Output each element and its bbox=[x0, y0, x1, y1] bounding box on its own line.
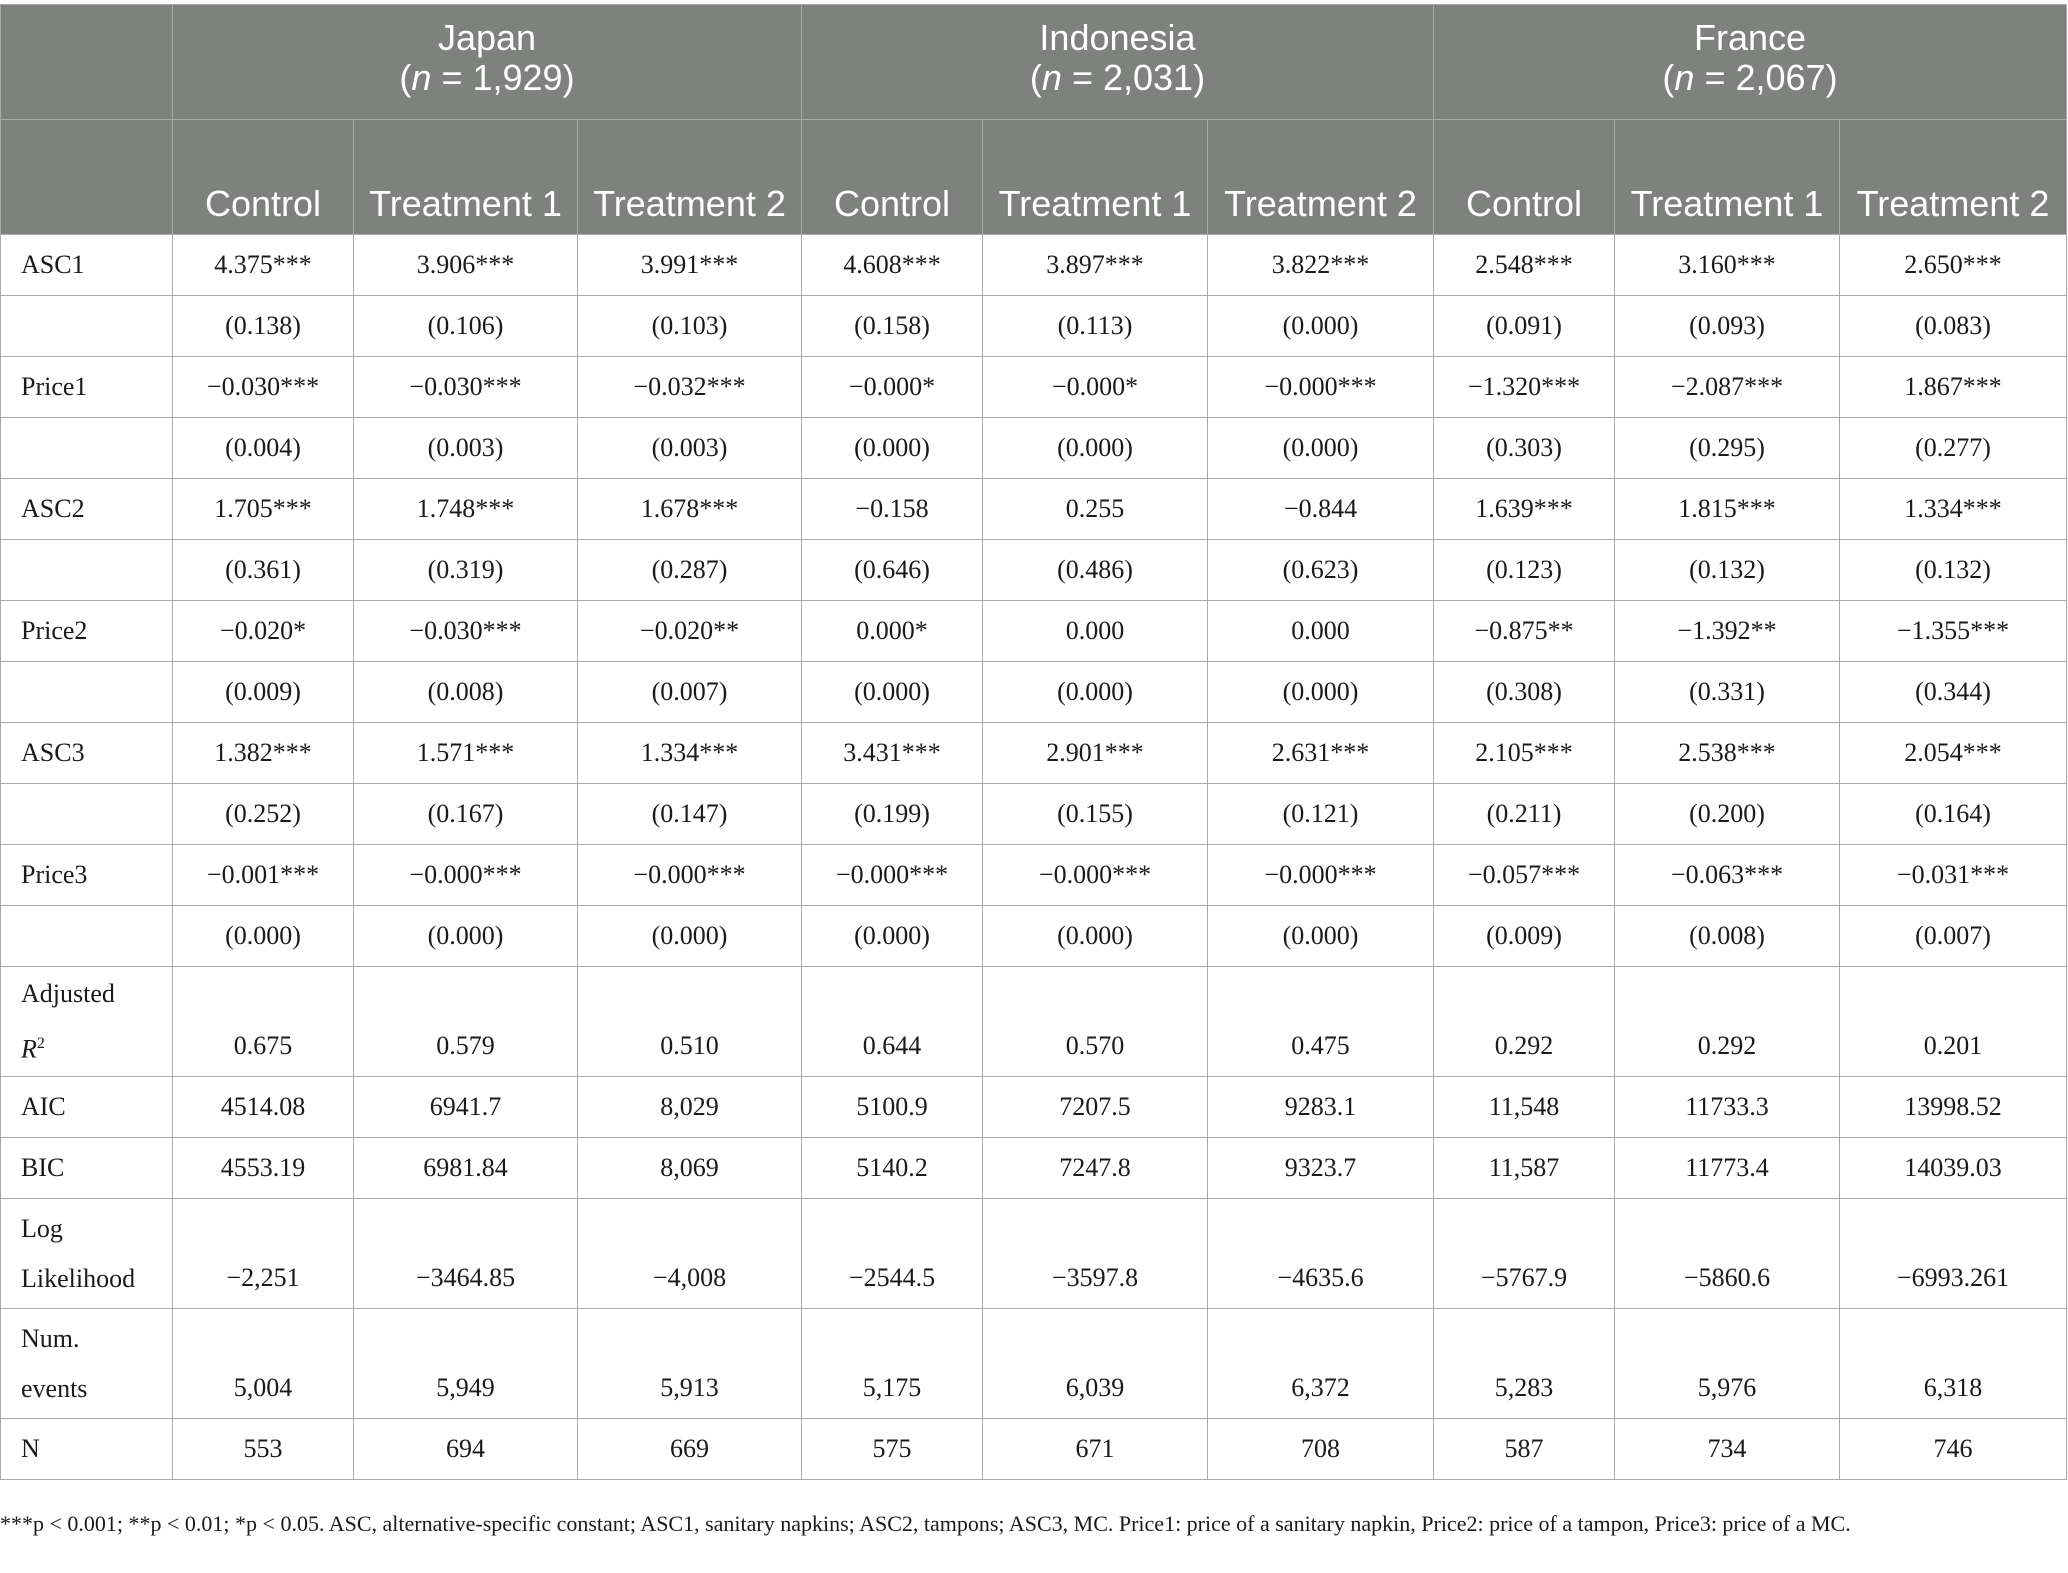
country-header-row bbox=[1, 5, 2067, 120]
row-label: Price2 bbox=[1, 601, 173, 662]
table-cell: 2.901*** bbox=[983, 723, 1208, 784]
table-cell: 6981.84 bbox=[354, 1138, 578, 1199]
table-cell: 5100.9 bbox=[802, 1077, 983, 1138]
table-cell: (0.295) bbox=[1615, 418, 1840, 479]
table-cell: 1.867*** bbox=[1840, 357, 2067, 418]
table-cell: 11733.3 bbox=[1615, 1077, 1840, 1138]
table-cell: 1.639*** bbox=[1434, 479, 1615, 540]
table-cell: (0.106) bbox=[354, 296, 578, 357]
row-label: Num. events bbox=[1, 1309, 173, 1419]
row-label bbox=[1, 662, 173, 723]
table-cell: (0.000) bbox=[578, 906, 802, 967]
table-row-bic bbox=[1, 1138, 2067, 1199]
table-cell: −4635.6 bbox=[1208, 1199, 1434, 1309]
table-cell: 1.748*** bbox=[354, 479, 578, 540]
table-cell: 9323.7 bbox=[1208, 1138, 1434, 1199]
row-label: Price1 bbox=[1, 357, 173, 418]
table-cell: 553 bbox=[173, 1419, 354, 1480]
table-cell: 734 bbox=[1615, 1419, 1840, 1480]
table-cell: 0.579 bbox=[354, 967, 578, 1077]
table-cell: 2.054*** bbox=[1840, 723, 2067, 784]
table-cell: 1.334*** bbox=[578, 723, 802, 784]
table-cell: (0.319) bbox=[354, 540, 578, 601]
table-row bbox=[1, 540, 2067, 601]
table-cell: (0.303) bbox=[1434, 418, 1615, 479]
table-cell: 1.334*** bbox=[1840, 479, 2067, 540]
col-header-treatment-1: Treatment 1 bbox=[1615, 120, 1840, 235]
row-label: Log Likelihood bbox=[1, 1199, 173, 1309]
table-cell: (0.167) bbox=[354, 784, 578, 845]
table-row bbox=[1, 235, 2067, 296]
table-cell: −0.000*** bbox=[1208, 357, 1434, 418]
table-cell: (0.344) bbox=[1840, 662, 2067, 723]
table-cell: (0.008) bbox=[1615, 906, 1840, 967]
table-cell: 4.375*** bbox=[173, 235, 354, 296]
table-row-log-likelihood bbox=[1, 1199, 2067, 1309]
table-cell: 575 bbox=[802, 1419, 983, 1480]
table-cell: (0.000) bbox=[983, 662, 1208, 723]
table-cell: 1.705*** bbox=[173, 479, 354, 540]
col-header-control: Control bbox=[1434, 120, 1615, 235]
table-row bbox=[1, 662, 2067, 723]
table-cell: 0.475 bbox=[1208, 967, 1434, 1077]
table-row bbox=[1, 845, 2067, 906]
table-cell: 2.548*** bbox=[1434, 235, 1615, 296]
table-cell: 13998.52 bbox=[1840, 1077, 2067, 1138]
table-cell: (0.277) bbox=[1840, 418, 2067, 479]
table-cell: 3.822*** bbox=[1208, 235, 1434, 296]
table-cell: −0.844 bbox=[1208, 479, 1434, 540]
table-cell: 0.644 bbox=[802, 967, 983, 1077]
table-cell: (0.000) bbox=[802, 906, 983, 967]
table-cell: 5140.2 bbox=[802, 1138, 983, 1199]
table-cell: 3.906*** bbox=[354, 235, 578, 296]
table-cell: 0.000 bbox=[1208, 601, 1434, 662]
table-cell: −0.000*** bbox=[802, 845, 983, 906]
table-cell: (0.003) bbox=[354, 418, 578, 479]
regression-table bbox=[0, 4, 2067, 1480]
table-cell: (0.009) bbox=[173, 662, 354, 723]
table-cell: (0.113) bbox=[983, 296, 1208, 357]
table-cell: (0.000) bbox=[354, 906, 578, 967]
row-label: AIC bbox=[1, 1077, 173, 1138]
table-cell: −1.355*** bbox=[1840, 601, 2067, 662]
table-cell: (0.138) bbox=[173, 296, 354, 357]
table-cell: 2.631*** bbox=[1208, 723, 1434, 784]
table-cell: −3597.8 bbox=[983, 1199, 1208, 1309]
table-cell: (0.000) bbox=[983, 418, 1208, 479]
col-header-control: Control bbox=[802, 120, 983, 235]
table-cell: −0.000*** bbox=[1208, 845, 1434, 906]
table-cell: (0.164) bbox=[1840, 784, 2067, 845]
table-cell: 587 bbox=[1434, 1419, 1615, 1480]
table-cell: (0.132) bbox=[1840, 540, 2067, 601]
table-cell: (0.158) bbox=[802, 296, 983, 357]
country-header-japan: Japan (n = 1,929) bbox=[173, 5, 802, 120]
table-row bbox=[1, 418, 2067, 479]
table-cell: (0.331) bbox=[1615, 662, 1840, 723]
table-cell: 14039.03 bbox=[1840, 1138, 2067, 1199]
table-cell: 0.675 bbox=[173, 967, 354, 1077]
table-cell: −0.031*** bbox=[1840, 845, 2067, 906]
table-cell: 671 bbox=[983, 1419, 1208, 1480]
table-cell: (0.000) bbox=[802, 662, 983, 723]
table-cell: −5860.6 bbox=[1615, 1199, 1840, 1309]
table-cell: −4,008 bbox=[578, 1199, 802, 1309]
table-cell: 9283.1 bbox=[1208, 1077, 1434, 1138]
table-row bbox=[1, 357, 2067, 418]
table-cell: (0.155) bbox=[983, 784, 1208, 845]
table-row bbox=[1, 906, 2067, 967]
table-row bbox=[1, 601, 2067, 662]
table-cell: (0.147) bbox=[578, 784, 802, 845]
country-header-indonesia: Indonesia (n = 2,031) bbox=[802, 5, 1434, 120]
table-cell: 11,548 bbox=[1434, 1077, 1615, 1138]
table-cell: −0.158 bbox=[802, 479, 983, 540]
table-cell: (0.308) bbox=[1434, 662, 1615, 723]
table-cell: −0.057*** bbox=[1434, 845, 1615, 906]
row-label bbox=[1, 296, 173, 357]
table-cell: 5,976 bbox=[1615, 1309, 1840, 1419]
table-cell: −1.392** bbox=[1615, 601, 1840, 662]
table-cell: (0.009) bbox=[1434, 906, 1615, 967]
col-header-treatment-2: Treatment 2 bbox=[1840, 120, 2067, 235]
table-cell: (0.000) bbox=[1208, 296, 1434, 357]
table-cell: −5767.9 bbox=[1434, 1199, 1615, 1309]
row-label: ASC1 bbox=[1, 235, 173, 296]
table-cell: 5,913 bbox=[578, 1309, 802, 1419]
table-row bbox=[1, 723, 2067, 784]
table-cell: −2544.5 bbox=[802, 1199, 983, 1309]
col-header-treatment-1: Treatment 1 bbox=[983, 120, 1208, 235]
table-cell: 746 bbox=[1840, 1419, 2067, 1480]
table-cell: 0.570 bbox=[983, 967, 1208, 1077]
group-header-row bbox=[1, 120, 2067, 235]
col-header-treatment-2: Treatment 2 bbox=[578, 120, 802, 235]
table-cell: (0.199) bbox=[802, 784, 983, 845]
table-row bbox=[1, 296, 2067, 357]
table-cell: 2.650*** bbox=[1840, 235, 2067, 296]
table-footnote: ***p < 0.001; **p < 0.01; *p < 0.05. ASC, alternative-specific constant; ASC1, sanitary napkins; ASC2, tampons; ASC3, MC. Price1: price of a sanitary napkin, Price2: price of a tampon, Price3: price of a MC. bbox=[0, 1511, 1851, 1536]
table-cell: (0.646) bbox=[802, 540, 983, 601]
table-cell: (0.361) bbox=[173, 540, 354, 601]
col-header-treatment-1: Treatment 1 bbox=[354, 120, 578, 235]
row-label: N bbox=[1, 1419, 173, 1480]
table-cell: (0.623) bbox=[1208, 540, 1434, 601]
table-cell: 5,283 bbox=[1434, 1309, 1615, 1419]
table-cell: −0.000*** bbox=[983, 845, 1208, 906]
table-row-n bbox=[1, 1419, 2067, 1480]
table-cell: −0.063*** bbox=[1615, 845, 1840, 906]
table-cell: (0.211) bbox=[1434, 784, 1615, 845]
table-cell: 0.201 bbox=[1840, 967, 2067, 1077]
table-cell: (0.000) bbox=[983, 906, 1208, 967]
table-cell: 4.608*** bbox=[802, 235, 983, 296]
table-cell: 11,587 bbox=[1434, 1138, 1615, 1199]
table-cell: 6,318 bbox=[1840, 1309, 2067, 1419]
corner-cell-2 bbox=[1, 120, 173, 235]
table-cell: (0.007) bbox=[578, 662, 802, 723]
table-cell: 0.292 bbox=[1615, 967, 1840, 1077]
table-cell: 708 bbox=[1208, 1419, 1434, 1480]
table-cell: −0.875** bbox=[1434, 601, 1615, 662]
table-cell: 11773.4 bbox=[1615, 1138, 1840, 1199]
table-cell: −0.000* bbox=[802, 357, 983, 418]
table-cell: 0.292 bbox=[1434, 967, 1615, 1077]
row-label: ASC3 bbox=[1, 723, 173, 784]
table-cell: −0.030*** bbox=[354, 357, 578, 418]
table-cell: (0.252) bbox=[173, 784, 354, 845]
table-cell: (0.000) bbox=[173, 906, 354, 967]
table-cell: 3.991*** bbox=[578, 235, 802, 296]
table-cell: (0.007) bbox=[1840, 906, 2067, 967]
table-cell: 669 bbox=[578, 1419, 802, 1480]
table-row-num-events bbox=[1, 1309, 2067, 1419]
table-cell: 1.571*** bbox=[354, 723, 578, 784]
table-cell: 0.255 bbox=[983, 479, 1208, 540]
country-header-france: France (n = 2,067) bbox=[1434, 5, 2067, 120]
table-cell: 7247.8 bbox=[983, 1138, 1208, 1199]
table-cell: 2.538*** bbox=[1615, 723, 1840, 784]
col-header-control: Control bbox=[173, 120, 354, 235]
table-cell: (0.000) bbox=[1208, 662, 1434, 723]
table-cell: 4514.08 bbox=[173, 1077, 354, 1138]
row-label: BIC bbox=[1, 1138, 173, 1199]
col-header-treatment-2: Treatment 2 bbox=[1208, 120, 1434, 235]
table-cell: 3.431*** bbox=[802, 723, 983, 784]
table-cell: 7207.5 bbox=[983, 1077, 1208, 1138]
table-cell: (0.093) bbox=[1615, 296, 1840, 357]
table-cell: 8,069 bbox=[578, 1138, 802, 1199]
table-cell: 1.815*** bbox=[1615, 479, 1840, 540]
table-cell: (0.000) bbox=[1208, 418, 1434, 479]
table-cell: (0.132) bbox=[1615, 540, 1840, 601]
table-cell: −2,251 bbox=[173, 1199, 354, 1309]
table-cell: −6993.261 bbox=[1840, 1199, 2067, 1309]
table-cell: 0.000 bbox=[983, 601, 1208, 662]
table-cell: 1.382*** bbox=[173, 723, 354, 784]
table-cell: −0.030*** bbox=[354, 601, 578, 662]
table-cell: (0.083) bbox=[1840, 296, 2067, 357]
row-label: Adjusted $R^2$ bbox=[1, 967, 173, 1077]
table-cell: (0.200) bbox=[1615, 784, 1840, 845]
table-cell: −3464.85 bbox=[354, 1199, 578, 1309]
table-cell: −1.320*** bbox=[1434, 357, 1615, 418]
table-cell: −0.000*** bbox=[578, 845, 802, 906]
corner-cell bbox=[1, 5, 173, 120]
table-cell: 0.510 bbox=[578, 967, 802, 1077]
table-cell: (0.091) bbox=[1434, 296, 1615, 357]
row-label bbox=[1, 784, 173, 845]
table-row-aic bbox=[1, 1077, 2067, 1138]
table-cell: (0.103) bbox=[578, 296, 802, 357]
table-cell: −0.001*** bbox=[173, 845, 354, 906]
table-cell: 3.897*** bbox=[983, 235, 1208, 296]
table-cell: 4553.19 bbox=[173, 1138, 354, 1199]
table-cell: 694 bbox=[354, 1419, 578, 1480]
table-cell: 6,039 bbox=[983, 1309, 1208, 1419]
table-cell: (0.000) bbox=[802, 418, 983, 479]
table-cell: 8,029 bbox=[578, 1077, 802, 1138]
table-cell: −0.000*** bbox=[354, 845, 578, 906]
table-cell: 1.678*** bbox=[578, 479, 802, 540]
table-row bbox=[1, 479, 2067, 540]
table-cell: 6941.7 bbox=[354, 1077, 578, 1138]
table-cell: 6,372 bbox=[1208, 1309, 1434, 1419]
row-label bbox=[1, 906, 173, 967]
row-label bbox=[1, 418, 173, 479]
table-cell: −0.000* bbox=[983, 357, 1208, 418]
table-cell: (0.000) bbox=[1208, 906, 1434, 967]
row-label: ASC2 bbox=[1, 479, 173, 540]
table-row bbox=[1, 784, 2067, 845]
table-cell: 5,949 bbox=[354, 1309, 578, 1419]
table-cell: 5,175 bbox=[802, 1309, 983, 1419]
table-cell: (0.287) bbox=[578, 540, 802, 601]
table-cell: (0.008) bbox=[354, 662, 578, 723]
table-cell: (0.486) bbox=[983, 540, 1208, 601]
table-cell: −2.087*** bbox=[1615, 357, 1840, 418]
row-label: Price3 bbox=[1, 845, 173, 906]
table-cell: 3.160*** bbox=[1615, 235, 1840, 296]
table-cell: (0.121) bbox=[1208, 784, 1434, 845]
table-cell: (0.004) bbox=[173, 418, 354, 479]
table-cell: (0.003) bbox=[578, 418, 802, 479]
table-cell: −0.020** bbox=[578, 601, 802, 662]
table-cell: −0.030*** bbox=[173, 357, 354, 418]
table-cell: −0.032*** bbox=[578, 357, 802, 418]
row-label bbox=[1, 540, 173, 601]
table-cell: 5,004 bbox=[173, 1309, 354, 1419]
table-cell: −0.020* bbox=[173, 601, 354, 662]
table-cell: 0.000* bbox=[802, 601, 983, 662]
table-cell: (0.123) bbox=[1434, 540, 1615, 601]
table-row-adjusted-r2 bbox=[1, 967, 2067, 1077]
table-cell: 2.105*** bbox=[1434, 723, 1615, 784]
